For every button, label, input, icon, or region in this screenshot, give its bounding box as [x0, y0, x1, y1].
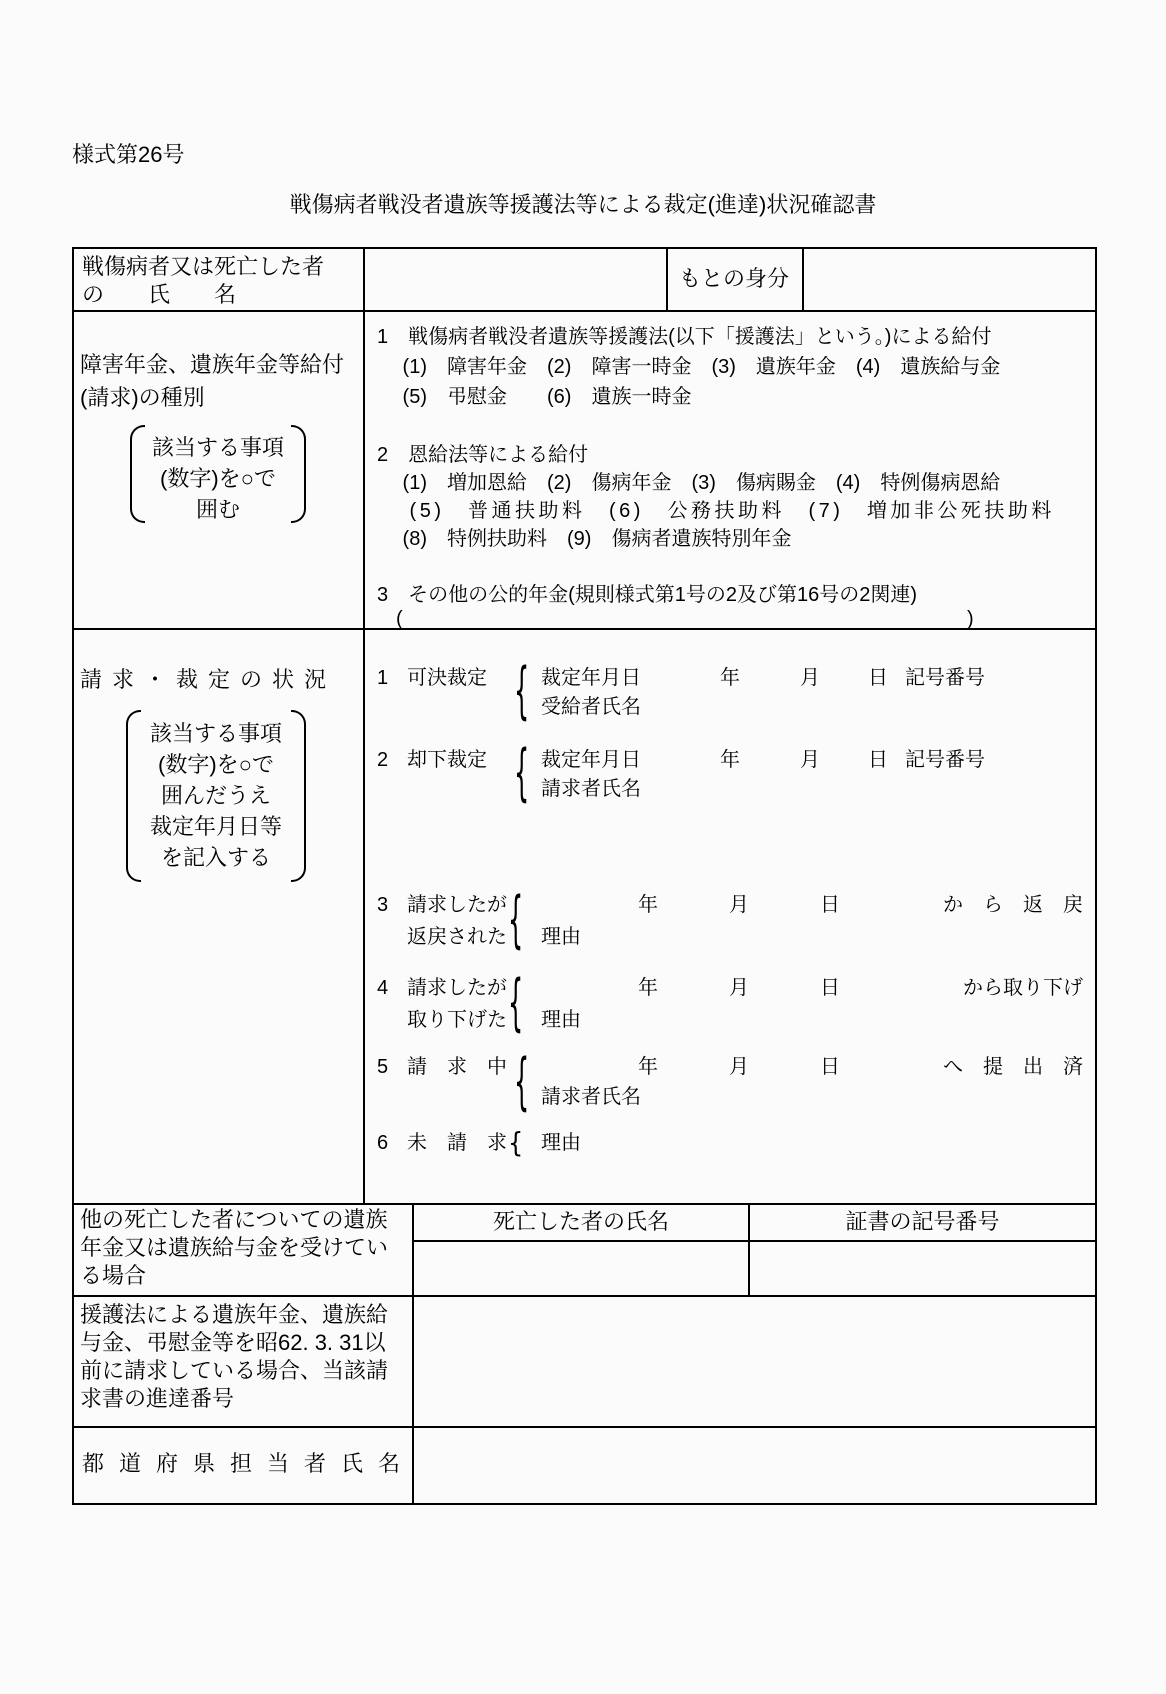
item-sublabel: 裁定年月日: [541, 667, 641, 689]
item-sublabel: 受給者氏名: [541, 696, 641, 718]
item-label-line2: 取り下げた: [407, 1009, 507, 1031]
deceased-name-header-cell: [414, 1205, 748, 1238]
item-number: 3: [377, 894, 389, 916]
prior-claim-label-line4: 求書の進達番号: [80, 1386, 235, 1411]
item-label: 未 請 求: [407, 1132, 507, 1154]
deceased-name-value-cell[interactable]: [414, 1242, 748, 1293]
year-label: 年: [638, 1056, 658, 1078]
item-sublabel: 理由: [541, 926, 581, 948]
item-tail-label: から取り下げ: [963, 977, 1083, 999]
page-title: 戦傷病者戦没者遺族等援護法等による裁定(進達)状況確認書: [289, 192, 877, 217]
certificate-header: 証書の記号番号: [845, 1208, 1000, 1234]
item-number: 1: [377, 667, 389, 689]
month-label: 月: [800, 749, 820, 771]
status-row-label: 請求・裁定の状況: [80, 667, 337, 692]
item-sublabel: 裁定年月日: [541, 749, 641, 771]
other-bereaved-label-line1: 他の死亡した者についての遺族: [80, 1207, 388, 1232]
section1-options-line2: (5) 弔慰金 (6) 遺族一時金: [377, 386, 692, 408]
day-label: 日: [868, 667, 888, 689]
item-label: 請 求 中: [407, 1056, 507, 1078]
item-label: 却下裁定: [407, 749, 487, 771]
item-number: 5: [377, 1056, 389, 1078]
benefit-label-line1: 障害年金、遺族年金等給付: [80, 352, 345, 377]
former-status-value-cell[interactable]: [804, 249, 1095, 308]
brace-icon: {: [508, 884, 524, 956]
year-label: 年: [720, 749, 740, 771]
certificate-number-value-cell[interactable]: [750, 1242, 1095, 1293]
deceased-name-header: 死亡した者の氏名: [492, 1208, 669, 1234]
code-number-label: 記号番号: [905, 667, 985, 689]
official-name-value-cell[interactable]: [414, 1428, 1095, 1503]
right-paren-shape: [291, 425, 306, 523]
month-label: 月: [800, 667, 820, 689]
month-label: 月: [729, 977, 749, 999]
form-number: 様式第26号: [72, 142, 185, 167]
name-row-label-line1: 戦傷病者又は死亡した者: [82, 254, 325, 279]
other-pension-value-cell[interactable]: [416, 605, 961, 629]
brace-icon: {: [514, 1046, 530, 1118]
brace-icon: {: [514, 737, 530, 809]
name-value-cell[interactable]: [365, 249, 666, 308]
status-instruction-bracket: [126, 710, 306, 882]
section1-options-line1: (1) 障害年金 (2) 障害一時金 (3) 遺族年金 (4) 遺族給与金: [377, 356, 1001, 378]
prior-claim-label-line2: 与金、弔慰金等を昭62. 3. 31以: [80, 1330, 386, 1355]
item-tail-label: か ら 返 戻: [943, 894, 1083, 916]
status-instruction-text: 該当する事項 (数字)を○で 囲んだうえ 裁定年月日等 を記入する: [149, 721, 282, 870]
section2-heading: 2 恩給法等による給付: [377, 444, 589, 466]
item-label-line1: 請求したが: [407, 977, 507, 999]
item-sublabel: 請求者氏名: [541, 778, 641, 800]
table-border-right: [1095, 247, 1097, 1505]
section1-heading: 1 戦傷病者戦没者遺族等援護法(以下「援護法」という。)による給付: [377, 326, 992, 348]
name-row-label-line2: の 氏 名: [82, 282, 237, 307]
prior-claim-number-value-cell[interactable]: [414, 1297, 1095, 1426]
item-number: 6: [377, 1132, 389, 1154]
day-label: 日: [820, 894, 840, 916]
certificate-header-cell: [750, 1205, 1095, 1238]
day-label: 日: [820, 1056, 840, 1078]
day-label: 日: [820, 977, 840, 999]
year-label: 年: [638, 977, 658, 999]
section3-close-paren: ): [967, 608, 974, 630]
section3-heading: 3 その他の公的年金(規則様式第1号の2及び第16号の2関連): [377, 584, 918, 606]
code-number-label: 記号番号: [905, 749, 985, 771]
table-border-left: [72, 247, 74, 1505]
item-label-line1: 請求したが: [407, 894, 507, 916]
prior-claim-label-line1: 援護法による遺族年金、遺族給: [80, 1302, 389, 1327]
section2-options-line2: (5) 普通扶助料 (6) 公務扶助料 (7) 増加非公死扶助料: [377, 500, 1055, 522]
benefit-label-line2: (請求)の種別: [80, 385, 205, 410]
table-border-bottom: [72, 1503, 1097, 1505]
item-label: 可決裁定: [407, 667, 487, 689]
other-bereaved-label-line2: 年金又は遺族給与金を受けてい: [80, 1235, 389, 1260]
benefit-instruction-text: 該当する事項 (数字)を○で 囲む: [151, 435, 284, 522]
item-sublabel: 請求者氏名: [541, 1086, 641, 1108]
item-sublabel: 理由: [541, 1132, 581, 1154]
form-table: [72, 247, 1097, 1505]
item-number: 2: [377, 749, 389, 771]
other-bereaved-label-line3: る場合: [80, 1263, 147, 1288]
month-label: 月: [729, 894, 749, 916]
official-name-label: 都道府県担当者氏名: [82, 1451, 416, 1476]
section3-open-paren: (: [396, 608, 403, 630]
month-label: 月: [729, 1056, 749, 1078]
item-number: 4: [377, 977, 389, 999]
day-label: 日: [868, 749, 888, 771]
former-status-label: もとの身分: [678, 265, 789, 291]
section2-options-line3: (8) 特例扶助料 (9) 傷病者遺族特別年金: [377, 528, 792, 550]
brace-icon: {: [514, 655, 530, 727]
item-label-line2: 返戻された: [407, 926, 507, 948]
item-sublabel: 理由: [541, 1009, 581, 1031]
row-divider: [72, 310, 1097, 312]
year-label: 年: [720, 667, 740, 689]
brace-icon: {: [508, 1126, 524, 1160]
benefit-instruction-bracket: [130, 425, 306, 523]
prior-claim-label-line3: 前に請求している場合、当該請: [80, 1358, 389, 1383]
right-paren-shape: [291, 710, 306, 882]
column-divider: [363, 247, 365, 1203]
former-status-cell: [668, 249, 800, 308]
item-tail-label: へ 提 出 済: [943, 1056, 1083, 1078]
year-label: 年: [638, 894, 658, 916]
brace-icon: {: [508, 967, 524, 1039]
section2-options-line1: (1) 増加恩給 (2) 傷病年金 (3) 傷病賜金 (4) 特例傷病恩給: [377, 472, 1001, 494]
